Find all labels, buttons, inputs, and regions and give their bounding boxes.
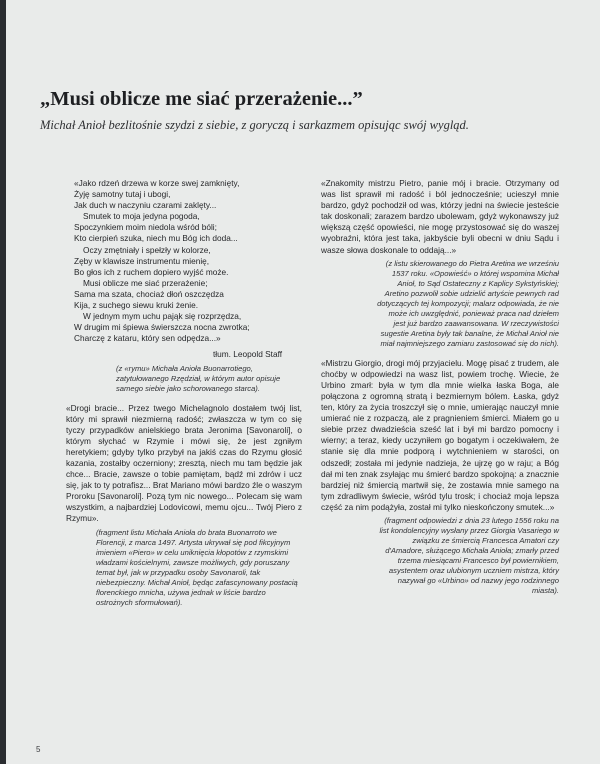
poem-line: Jak duch w naczyniu czarami zaklęty... [74, 200, 217, 211]
poem [74, 178, 302, 344]
book-page [6, 0, 600, 764]
poem-line: Oczy zmętniały i spełzły w kolorze, [83, 244, 211, 255]
letter-text: «Znakomity mistrzu Pietro, panie mój i bracie. Otrzymany od was list sprawił mi radość i ból jednocześnie; ucieszył mnie bardzo, gdyż pochodził od was, którzy jedni na świecie jesteście tak doskonali; zarazem bardzo ubolewam, gdyż wykonawszy już większą część opowieści, nie mogę przystosować się do waszej wyobraźni, która jest taka, jakbyście byli obecni w dniu Sądu i wasze słowa doskonale to oddają...» [321, 178, 559, 255]
poem-line: W jednym mym uchu pająk się rozprzędza, [83, 311, 242, 322]
poem-line: W drugim mi śpiewa świerszcza nocna zwrotka; [74, 322, 250, 333]
poem-line: «Jako rdzeń drzewa w korze swej zamknięty, [74, 178, 240, 188]
poem-line: Kto cierpień szuka, niech mu Bóg ich doda... [74, 233, 238, 244]
chapter-title: „Musi oblicze me siać przerażenie...” [40, 88, 363, 110]
letter-text: «Mistrzu Giorgio, drogi mój przyjacielu. Mogę pisać z trudem, ale choćby w odpowiedzi na wasz list, powiem trochę. Wiecie, że Urbino zmarł: była w tym dla mnie wielka łaska Boga, ale połączona z ogromną stratą i bezmiernym bólem. Łaska, gdyż ten, który za życia troszczył się o mnie, umierając nauczył mnie umierać nie z rozpaczą, ale z pragnieniem śmierci. Miałem go u siebie przez dwadzieścia sześć lat i był mi bardzo pomocny i wierny; a teraz, kiedy uczyniłem go bogatym i oczekiwałem, że stanie się dla mnie podporą i wytchnieniem w starości, on odszedł; została mi jedynie nadzieja, że ujrzę go w raju; a Bóg dał mi ten znak zsyłając mu śmierć bardzo spokojną: a znacznie bardziej niż śmiercią martwił się, że zostawia mnie samego na tym zdradliwym świecie, wśród tylu trosk; i chociaż moja lepsza część za nim podążyła, został mi tylko nieskończony smutek...» [321, 357, 559, 512]
source-note: (fragment listu Michała Anioła do brata Buonarroto we Florencji, z marca 1497. Artysta ukrywał się pod fikcyjnym imieniem «Piero» w celu uniknięcia kłopotów z rzymskimi władzami kościelnymi, zawsze możliwych, gdy poruszany temat był, jak w przypadku osoby Savonaroli, tak niebezpieczny. Michał Anioł, będąc zafascynowany postacią florenckiego mnicha, używa jednak w liście bardzo ostrożnych sformułowań). [96, 527, 298, 607]
source-note: (fragment odpowiedzi z dnia 23 lutego 1556 roku na list kondolencyjny wysłany przez Giorgia Vasariego w związku ze śmiercią Francesca Amatori czy d'Amadore, służącego Michała Anioła; zmarły przed trzema miesiącami Francesco był powiernikiem, asystentem oraz ulubionym uczniem mistrza, który nazywał go «Urbino» od nazwy jego rodzinnego miasta). [379, 515, 559, 595]
poem-line: Musi oblicze me siać przerażenie; [83, 277, 208, 288]
letter-text: «Drogi bracie... Przez twego Michelagnolo dostałem twój list, który mi sprawił niezmierną radość; zwłaszcza w tym co się tyczy przypadków anielskiego brata Jeronima [Savonaroli], o którym słychać w Rzymie i mówi się, że jest zgniłym heretykiem; gdyby tylko przybył na jakiś czas do Rzymu głosić kazania, zostałby oczerniony; zresztą, niech mu tam będzie jak chce... Bracie, zawsze o tobie pamiętam, bądź mi zdrów i ucz się, jak to ty potrafisz... Brat Mariano mówi bardzo źle o waszym Proroku [Savonaroli]. Pozą tym nic nowego... Polecam się wam wszystkim, a najbardziej Lodovicowi, memu ojcu... Twój Piero z Rzymu». [66, 402, 302, 524]
poem-line: Zęby w klawisze instrumentu mienię, [74, 255, 210, 266]
source-note: (z listu skierowanego do Pietra Aretina we wrześniu 1537 roku. «Opowieść» o której wspomina Michał Anioł, to Sąd Ostateczny z Kaplicy Sykstyńskiej; Aretino pozwolił sobie udzielić artyście pewnych rad dotyczących tej kompozycji; malarz odpowiada, że nie może ich uwzględnić, ponieważ praca nad dziełem jest już bardzo zaawansowana. W rzeczywistości sugestie Aretina były tak banalne, że Michał Anioł nie miał najmniejszego zamiaru zastosować się do nich). [377, 258, 559, 348]
poem-line: Bo głos ich z ruchem dopiero wyjść może. [74, 266, 229, 277]
poem-line: Spoczynkiem moim niedola wśród bóli; [74, 222, 217, 233]
poem-line: Smutek to moja jedyna pogoda, [83, 211, 200, 222]
chapter-subtitle: Michał Anioł bezlitośnie szydzi z siebie, z goryczą i sarkazmem opisując swój wygląd. [40, 118, 469, 132]
poem-line: Sama ma szata, chociaż dłoń oszczędza [74, 288, 224, 299]
poem-line: Charczę z kataru, który sen odpędza...» [74, 333, 221, 344]
left-column [66, 178, 302, 608]
right-column [321, 178, 559, 596]
source-note: (z «rymu» Michała Anioła Buonarrotiego, zatytułowanego Rzędział, w którym autor opisuje samego siebie jako schorowanego starca). [116, 363, 281, 393]
poem-line: Żyję samotny tutaj i ubogi, [74, 189, 171, 200]
poem-line: Kija, z suchego siewu kruki żenie. [74, 300, 199, 311]
page-number: 5 [36, 745, 41, 754]
translator-credit: tłum. Leopold Staff [213, 349, 283, 360]
